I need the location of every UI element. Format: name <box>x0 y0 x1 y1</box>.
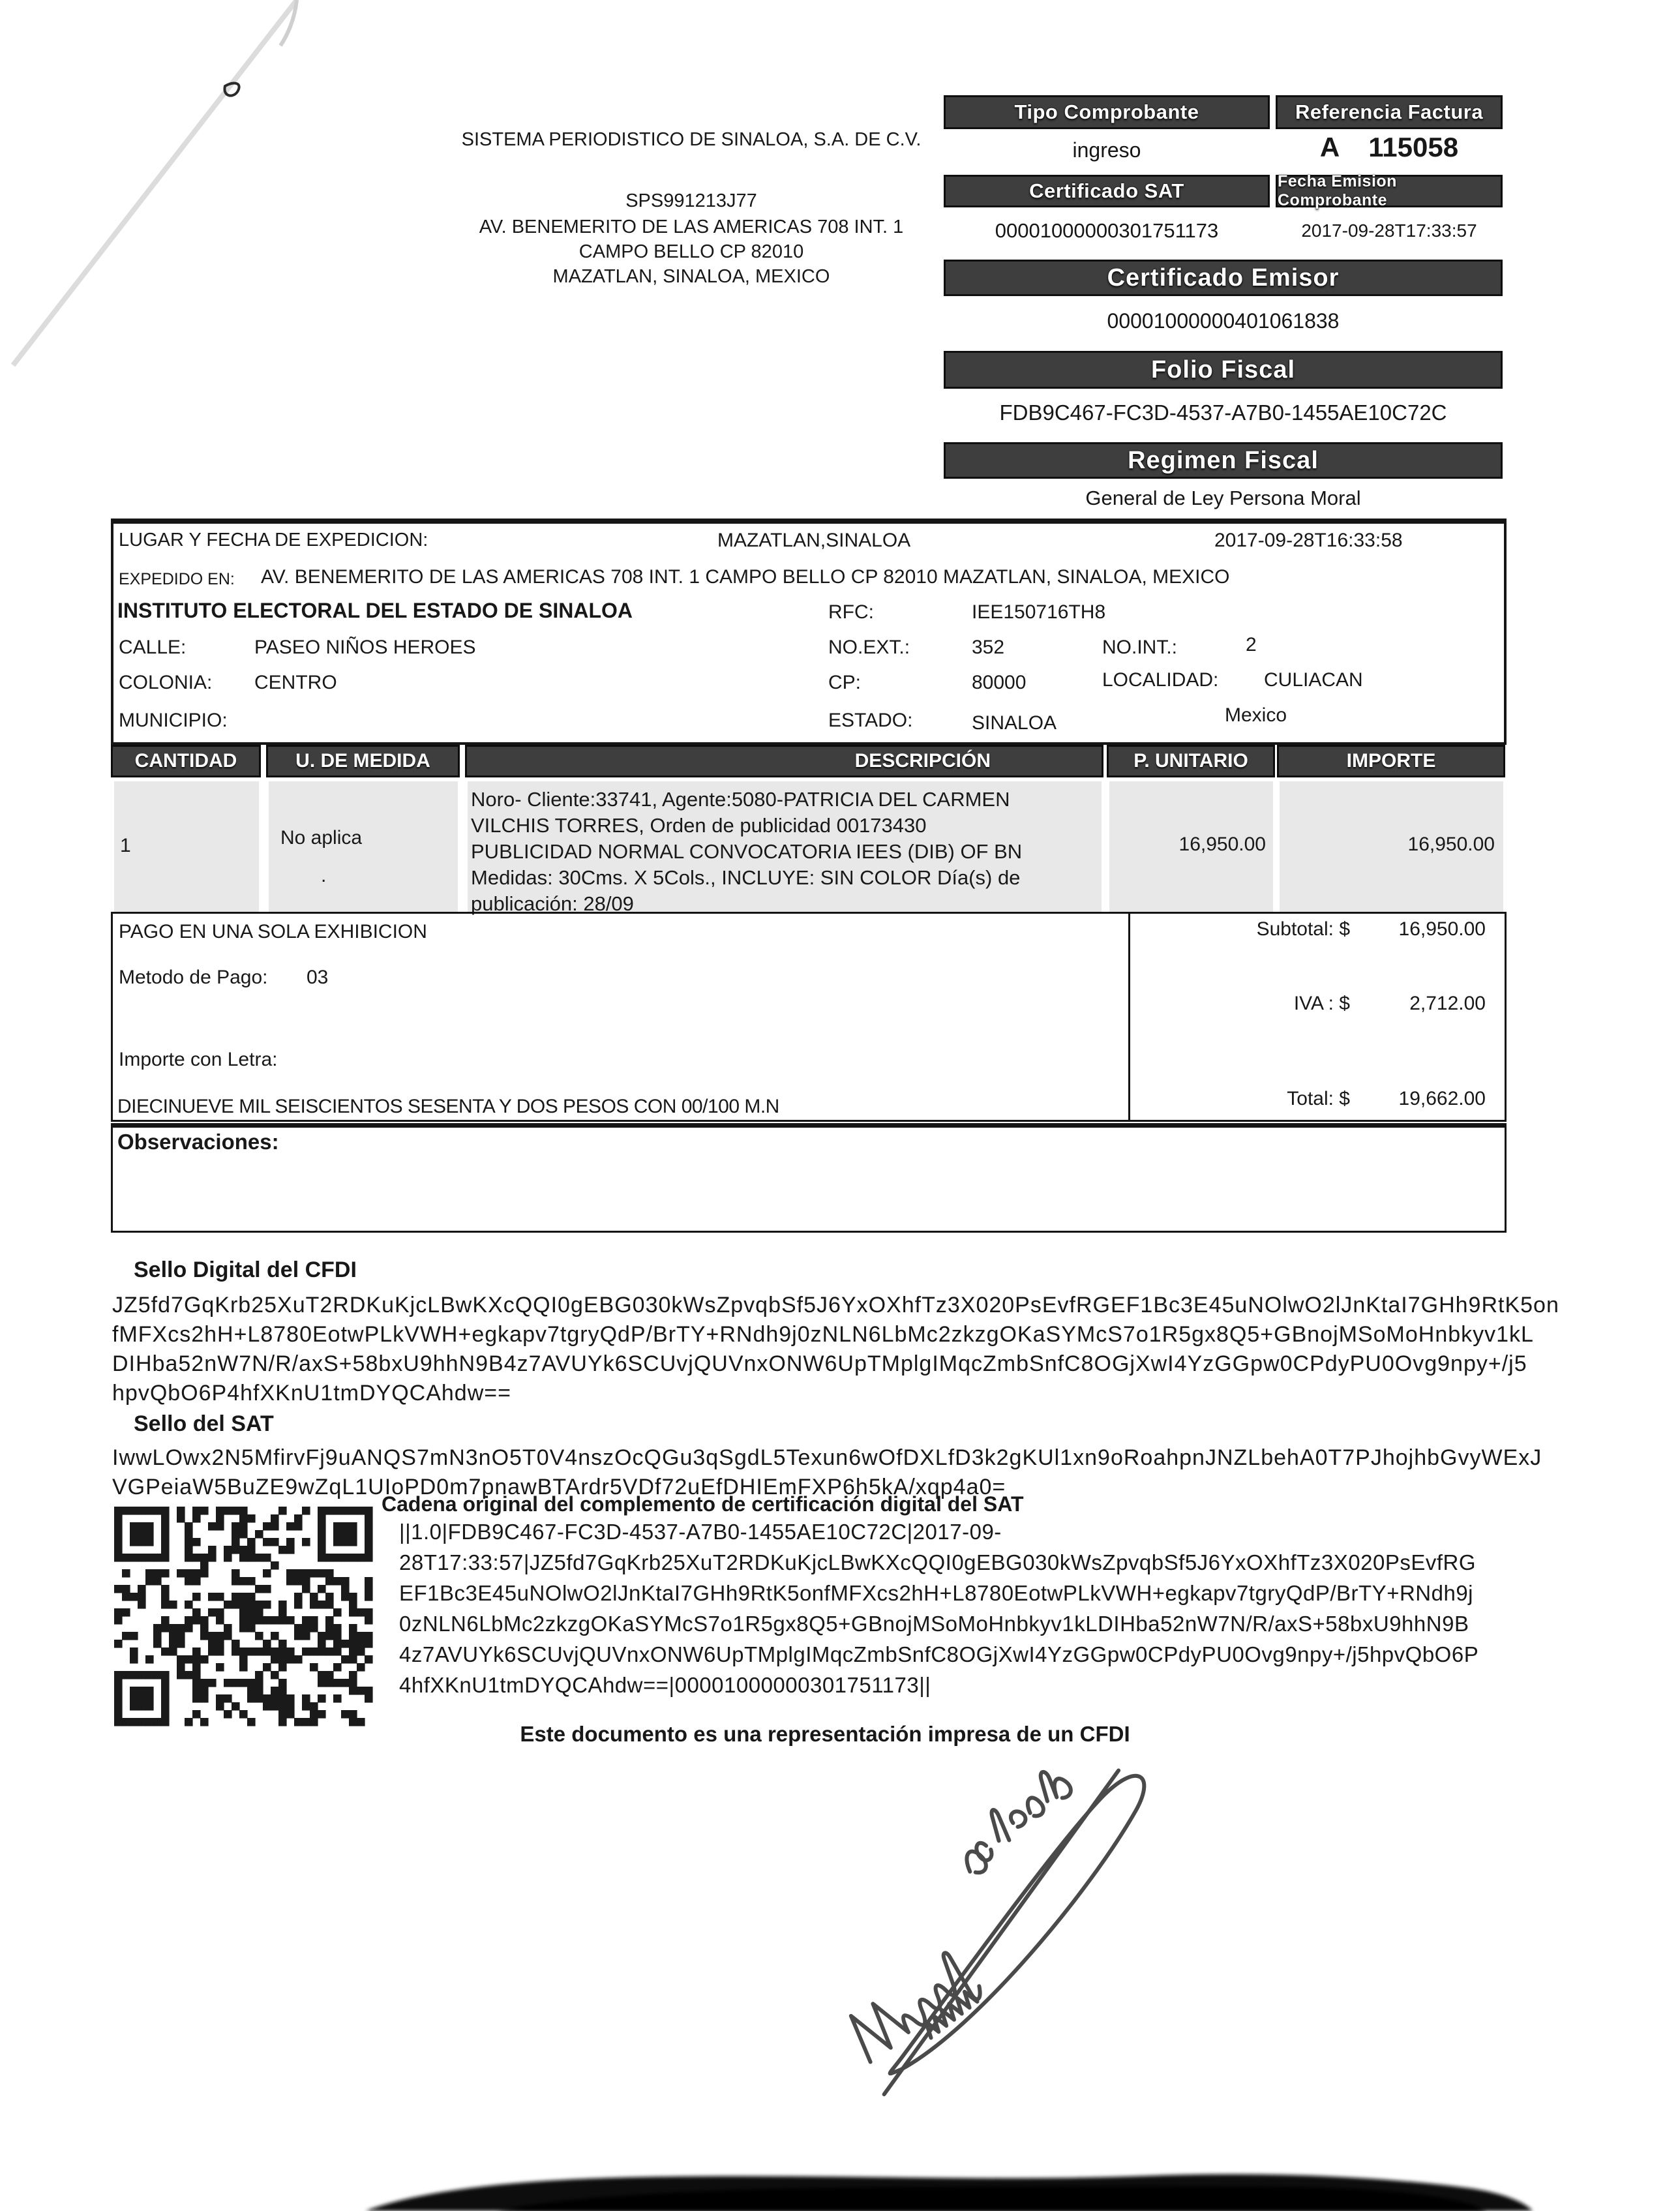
sello-sat-title: Sello del SAT <box>134 1411 274 1436</box>
subtotal-label: Subtotal: $ <box>1256 918 1350 940</box>
qr-code <box>114 1507 375 1728</box>
calle-label: CALLE: <box>119 637 187 658</box>
importe-letra-value: DIECINUEVE MIL SEISCIENTOS SESENTA Y DOS PESOS CON 00/100 M.N <box>117 1096 779 1117</box>
folio-fiscal-header: Folio Fiscal <box>944 351 1503 389</box>
cadena-line: EF1Bc3E45uNOlwO2lJnKtaI7GHh9RtK5onfMFXcs2hH+L8780EotwPLkVWH+egkapv7tgryQdP/BrTY+RNdh9j <box>399 1581 1474 1605</box>
referencia-factura-header: Referencia Factura <box>1276 95 1503 129</box>
estado-value: SINALOA <box>972 712 1057 734</box>
referencia-factura-value <box>1276 132 1503 163</box>
noint-value: 2 <box>1246 634 1257 655</box>
folio-fiscal-value: FDB9C467-FC3D-4537-A7B0-1455AE10C72C <box>999 400 1447 425</box>
item-p-unitario: 16,950.00 <box>1178 834 1266 855</box>
certificado-sat-header: Certificado SAT <box>944 175 1270 207</box>
cadena-line: 28T17:33:57|JZ5fd7GqKrb25XuT2RDKuKjcLBwKXcQQI0gEBG030kWsZpvqbSf5J6YxOXhfTz3X020PsEvfRG <box>399 1550 1477 1574</box>
col-header-p-unitario: P. UNITARIO <box>1107 745 1275 777</box>
emitter-name: SISTEMA PERIODISTICO DE SINALOA, S.A. DE C.V. <box>461 129 922 150</box>
item-cantidad: 1 <box>120 835 131 856</box>
emitter-address-line2: CAMPO BELLO CP 82010 <box>578 241 804 262</box>
certificado-sat-value: 00001000000301751173 <box>995 219 1219 242</box>
sello-sat-line: IwwLOwx2N5MfirvFj9uANQS7mN3nO5T0V4nszOcQGu3qSgdL5Texun6wOfDXLfD3k2gKUl1xn9oRoahpnJNZLbehA0T7PJhojhbGvyWExJ <box>112 1445 1542 1470</box>
metodo-pago-value: 03 <box>307 967 329 988</box>
cp-label: CP: <box>828 672 862 693</box>
expedido-label: EXPEDIDO EN: <box>119 570 235 588</box>
subtotal-row <box>1135 918 1500 940</box>
cp-value: 80000 <box>972 672 1027 693</box>
localidad-label: LOCALIDAD: <box>1102 669 1219 691</box>
col-header-medida: U. DE MEDIDA <box>266 745 460 777</box>
total-row <box>1135 1088 1500 1110</box>
signature <box>809 1735 1252 2113</box>
emitter-address-line3: MAZATLAN, SINALOA, MEXICO <box>552 266 830 287</box>
fecha-emision-value: 2017-09-28T17:33:57 <box>1301 220 1477 241</box>
sello-cfdi-line: fMFXcs2hH+L8780EotwPLkVWH+egkapv7tgryQdP/BrTY+RNdh9j0zNLN6LbMc2zkzgOKaSYMcS7o1R5gx8Q5+GBnojMSoMoHnbkyv1kL <box>112 1322 1534 1347</box>
cadena-line: 4hfXKnU1tmDYQCAhdw==|00001000000301751173|| <box>399 1673 931 1697</box>
lugar-fecha-label: LUGAR Y FECHA DE EXPEDICION: <box>119 530 428 550</box>
regimen-fiscal-header: Regimen Fiscal <box>944 442 1503 479</box>
sello-cfdi-line: hpvQbO6P4hfXKnU1tmDYQCAhdw== <box>112 1381 511 1406</box>
regimen-fiscal-value: General de Ley Persona Moral <box>1085 487 1361 509</box>
sello-cfdi-title: Sello Digital del CFDI <box>134 1257 357 1282</box>
item-description-line: VILCHIS TORRES, Orden de publicidad 00173430 <box>471 814 927 837</box>
expedido-value: AV. BENEMERITO DE LAS AMERICAS 708 INT. 1 CAMPO BELLO CP 82010 MAZATLAN, SINALOA, MEXICO <box>261 566 1230 588</box>
ink-smudge <box>0 2146 1680 2211</box>
iva-row <box>1135 993 1500 1015</box>
pais-value: Mexico <box>1225 704 1287 726</box>
localidad-value: CULIACAN <box>1264 669 1363 691</box>
cadena-line: ||1.0|FDB9C467-FC3D-4537-A7B0-1455AE10C72C|2017-09- <box>399 1520 1002 1544</box>
lugar-fecha-datetime: 2017-09-28T16:33:58 <box>1214 530 1403 551</box>
item-unidad: No aplica <box>280 827 363 849</box>
calle-value: PASEO NIÑOS HEROES <box>254 637 476 658</box>
item-unidad-note: . <box>321 865 327 886</box>
emitter-rfc: SPS991213J77 <box>625 190 757 211</box>
client-name: INSTITUTO ELECTORAL DEL ESTADO DE SINALOA <box>117 599 633 622</box>
col-header-descripcion: DESCRIPCIÓN <box>465 745 1103 777</box>
item-description-line: Medidas: 30Cms. X 5Cols., INCLUYE: SIN COLOR Día(s) de <box>471 866 1021 889</box>
rfc-value: IEE150716TH8 <box>972 601 1106 623</box>
emitter-address-line1: AV. BENEMERITO DE LAS AMERICAS 708 INT. 1 <box>479 217 904 237</box>
subtotal-value: 16,950.00 <box>1398 918 1486 940</box>
municipio-label: MUNICIPIO: <box>119 710 228 731</box>
importe-letra-label: Importe con Letra: <box>119 1049 278 1070</box>
estado-label: ESTADO: <box>828 710 913 731</box>
sello-sat-line: VGPeiaW5BuZE9wZqL1UIoPD0m7pnawBTArdr5VDf72uEfDHIEmFXP6h5kA/xqp4a0= <box>112 1475 1006 1499</box>
fecha-emision-header: Fecha Emision Comprobante <box>1276 175 1503 207</box>
pago-text: PAGO EN UNA SOLA EXHIBICION <box>119 921 427 942</box>
sello-cfdi-line: JZ5fd7GqKrb25XuT2RDKuKjcLBwKXcQQI0gEBG030kWsZpvqbSf5J6YxOXhfTz3X020PsEvfRGEF1Bc3E45uNOlwO2lJnKtaI7GHh9RtK5on <box>112 1293 1559 1317</box>
iva-label: IVA : $ <box>1293 993 1350 1014</box>
col-header-importe: IMPORTE <box>1277 745 1505 777</box>
totals-divider <box>1128 912 1130 1122</box>
iva-value: 2,712.00 <box>1409 993 1486 1014</box>
certificado-emisor-value: 00001000000401061838 <box>1107 309 1340 333</box>
referencia-folio: 115058 <box>1368 132 1459 162</box>
cell-cantidad <box>114 781 259 912</box>
cadena-line: 0zNLN6LbMc2zkzgOKaSYMcS7o1R5gx8Q5+GBnojMSoMoHnbkyv1kLDIHba52nW7N/R/axS+58bxU9hhN9B <box>399 1612 1469 1636</box>
total-value: 19,662.00 <box>1398 1088 1486 1109</box>
tipo-comprobante-value: ingreso <box>1072 138 1141 162</box>
noext-value: 352 <box>972 637 1005 658</box>
col-header-cantidad: CANTIDAD <box>111 745 261 777</box>
cadena-title: Cadena original del complemento de certificación digital del SAT <box>382 1492 1024 1516</box>
cadena-line: 4z7AVUYk6SCUvjQUVnxONW6UpTMplgIMqcZmbSnfC8OGjXwI4YzGGpw0CPdyPU0Ovg9npy+/j5hpvQbO6P <box>399 1642 1479 1666</box>
total-label: Total: $ <box>1287 1088 1350 1109</box>
observaciones-box <box>111 1123 1507 1233</box>
certificado-emisor-header: Certificado Emisor <box>944 260 1503 296</box>
noint-label: NO.INT.: <box>1102 637 1178 658</box>
lugar-fecha-place: MAZATLAN,SINALOA <box>717 530 911 551</box>
receiver-box <box>111 519 1507 745</box>
item-description-line: publicación: 28/09 <box>471 892 634 915</box>
cfdi-footer-note: Este documento es una representación impresa de un CFDI <box>520 1722 1130 1746</box>
metodo-pago-label: Metodo de Pago: <box>119 967 268 988</box>
item-importe: 16,950.00 <box>1407 834 1495 855</box>
referencia-serie: A <box>1319 132 1340 162</box>
sello-cfdi-line: DIHba52nW7N/R/axS+58bxU9hhN9B4z7AVUYk6SCUvjQUVnxONW6UpTMplgIMqcZmbSnfC8OGjXwI4YzGGpw0CPdyPU0Ovg9npy+/j5 <box>112 1351 1527 1376</box>
item-description-line: Noro- Cliente:33741, Agente:5080-PATRICIA DEL CARMEN <box>471 788 1010 811</box>
noext-label: NO.EXT.: <box>828 637 910 658</box>
tipo-comprobante-header: Tipo Comprobante <box>944 95 1270 129</box>
item-description-line: PUBLICIDAD NORMAL CONVOCATORIA IEES (DIB) OF BN <box>471 840 1023 863</box>
rfc-label: RFC: <box>828 601 874 623</box>
scan-crease <box>0 0 404 404</box>
colonia-label: COLONIA: <box>119 672 213 693</box>
observaciones-label: Observaciones: <box>117 1130 279 1154</box>
colonia-value: CENTRO <box>254 672 337 693</box>
